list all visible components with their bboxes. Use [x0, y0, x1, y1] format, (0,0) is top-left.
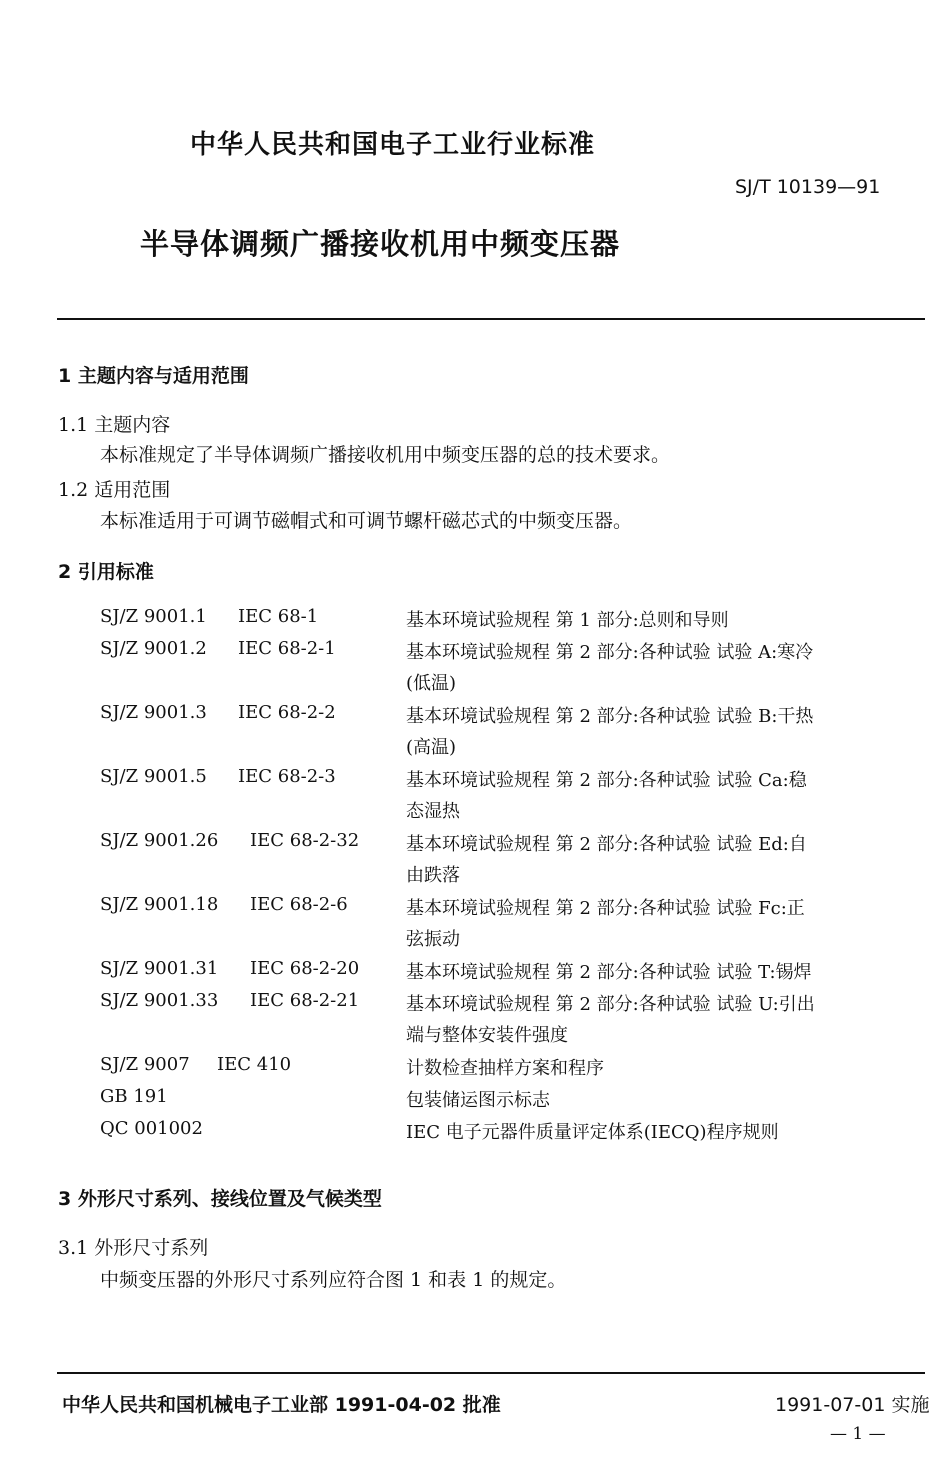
reference-title: 基本环境试验规程 第 1 部分:总则和导则 [406, 610, 729, 631]
reference-title-continued: 弦振动 [406, 929, 460, 950]
section-3-1-heading: 3.1 外形尺寸系列 [58, 1237, 209, 1259]
approval-line: 中华人民共和国机械电子工业部 1991-04-02 批准 [62, 1394, 501, 1416]
reference-title-continued: (高温) [406, 737, 457, 758]
reference-title-continued: 由跌落 [406, 865, 460, 886]
reference-code: SJ/Z 9001.18 [100, 894, 219, 915]
reference-code: SJ/Z 9001.2 [100, 638, 207, 659]
reference-code: SJ/Z 9001.3 [100, 702, 207, 723]
section-1-1-text: 本标准规定了半导体调频广播接收机用中频变压器的总的技术要求。 [100, 444, 671, 466]
reference-title-continued: (低温) [406, 673, 457, 694]
reference-title: 基本环境试验规程 第 2 部分:各种试验 试验 Fc:正 [406, 898, 805, 919]
standard-number: SJ/T 10139—91 [735, 176, 881, 198]
reference-code: SJ/Z 9001.26 [100, 830, 219, 851]
reference-code: SJ/Z 9007 [100, 1054, 190, 1075]
reference-code: GB 191 [100, 1086, 168, 1107]
section-1-heading: 1 主题内容与适用范围 [58, 365, 249, 387]
section-3-1-text: 中频变压器的外形尺寸系列应符合图 1 和表 1 的规定。 [100, 1269, 567, 1291]
reference-title-continued: 端与整体安装件强度 [406, 1025, 568, 1046]
reference-title: 基本环境试验规程 第 2 部分:各种试验 试验 A:寒冷 [406, 642, 814, 663]
reference-code: SJ/Z 9001.31 [100, 958, 219, 979]
reference-title: 计数检查抽样方案和程序 [406, 1058, 604, 1079]
reference-iec: IEC 68-1 [238, 606, 319, 627]
footer-divider [57, 1372, 925, 1374]
section-1-2-text: 本标准适用于可调节磁帽式和可调节螺杆磁芯式的中频变压器。 [100, 510, 633, 532]
reference-row [0, 958, 950, 990]
reference-iec: IEC 68-2-6 [250, 894, 348, 915]
reference-code: SJ/Z 9001.33 [100, 990, 219, 1011]
reference-row [0, 1086, 950, 1118]
reference-title-continued: 态湿热 [406, 801, 460, 822]
section-3-heading: 3 外形尺寸系列、接线位置及气候类型 [58, 1188, 382, 1210]
reference-row [0, 1054, 950, 1086]
reference-title: 基本环境试验规程 第 2 部分:各种试验 试验 T:锡焊 [406, 962, 812, 983]
reference-row [0, 894, 950, 950]
header-divider [57, 318, 925, 320]
reference-code: QC 001002 [100, 1118, 203, 1139]
reference-row [0, 990, 950, 1046]
reference-title: 基本环境试验规程 第 2 部分:各种试验 试验 Ca:稳 [406, 770, 807, 791]
reference-row [0, 1118, 950, 1150]
reference-iec: IEC 410 [217, 1054, 292, 1075]
reference-iec: IEC 68-2-3 [238, 766, 336, 787]
reference-title: 基本环境试验规程 第 2 部分:各种试验 试验 B:干热 [406, 706, 814, 727]
reference-iec: IEC 68-2-32 [250, 830, 360, 851]
section-2-heading: 2 引用标准 [58, 561, 154, 583]
reference-iec: IEC 68-2-20 [250, 958, 360, 979]
page-number: — 1 — [830, 1424, 886, 1444]
reference-code: SJ/Z 9001.5 [100, 766, 207, 787]
reference-title: IEC 电子元器件质量评定体系(IECQ)程序规则 [406, 1122, 779, 1143]
reference-code: SJ/Z 9001.1 [100, 606, 207, 627]
org-title: 中华人民共和国电子工业行业标准 [190, 130, 596, 160]
reference-iec: IEC 68-2-1 [238, 638, 336, 659]
reference-title: 包装储运图示标志 [406, 1090, 550, 1111]
reference-row [0, 766, 950, 822]
reference-row [0, 606, 950, 638]
reference-row [0, 702, 950, 758]
reference-title: 基本环境试验规程 第 2 部分:各种试验 试验 Ed:自 [406, 834, 807, 855]
reference-iec: IEC 68-2-21 [250, 990, 360, 1011]
section-1-2-heading: 1.2 适用范围 [58, 479, 171, 501]
reference-title: 基本环境试验规程 第 2 部分:各种试验 试验 U:引出 [406, 994, 815, 1015]
document-title: 半导体调频广播接收机用中频变压器 [140, 227, 621, 261]
reference-row [0, 830, 950, 886]
reference-row [0, 638, 950, 694]
reference-iec: IEC 68-2-2 [238, 702, 336, 723]
section-1-1-heading: 1.1 主题内容 [58, 414, 171, 436]
effective-date: 1991-07-01 实施 [775, 1394, 930, 1416]
